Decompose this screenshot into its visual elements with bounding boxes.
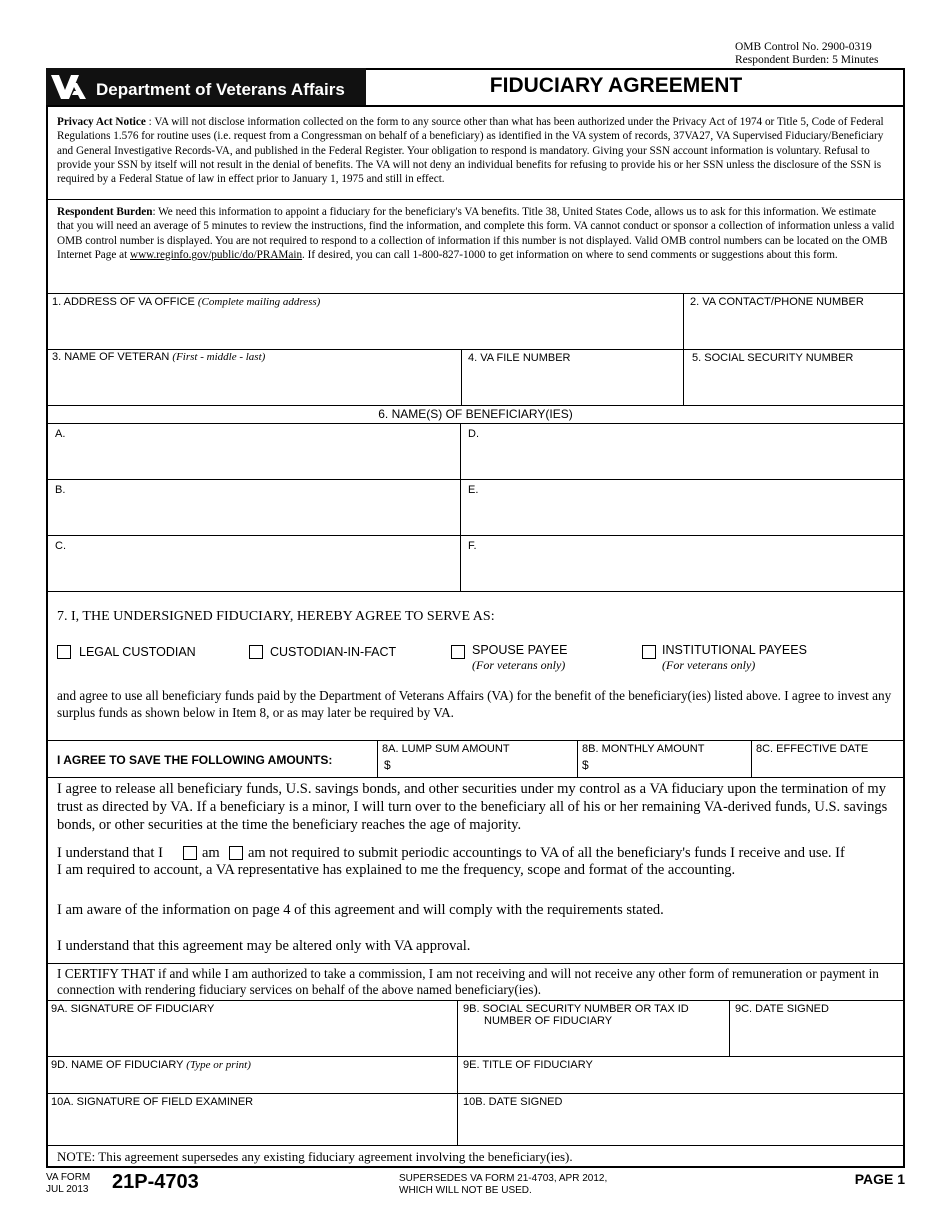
divider (46, 1000, 905, 1001)
va-seal-icon (50, 73, 88, 101)
examiner-date-signed-field[interactable] (462, 1111, 900, 1143)
beneficiary-f-field[interactable] (465, 556, 900, 588)
form-date: JUL 2013 (46, 1184, 89, 1195)
am-checkbox[interactable] (183, 846, 197, 860)
divider (46, 405, 905, 406)
item-8c-label: 8C. EFFECTIVE DATE (756, 743, 869, 755)
divider (46, 740, 905, 741)
item-7-heading: 7. I, THE UNDERSIGNED FIDUCIARY, HEREBY AGREE TO SERVE AS: (57, 609, 495, 624)
item-8-heading: I AGREE TO SAVE THE FOLLOWING AMOUNTS: (57, 753, 333, 767)
field-3-label: 3. NAME OF VETERAN (First - middle - last) (52, 351, 266, 363)
beneficiary-e-field[interactable] (465, 500, 900, 532)
divider (46, 777, 905, 778)
agree-text: and agree to use all beneficiary funds paid by the Department of Veterans Affairs (VA) for the benefit of the beneficiary(ies) listed above. I agree to invest any surplus funds as shown below in Item 8, or as may later be required by VA. (57, 688, 892, 720)
item-8b-label: 8B. MONTHLY AMOUNT (582, 743, 705, 755)
supersedes-block (399, 1173, 607, 1197)
fiduciary-name-field[interactable] (50, 1074, 453, 1092)
divider (46, 423, 905, 424)
ssn-field[interactable] (688, 368, 902, 402)
aware-text: I am aware of the information on page 4 of this agreement and will comply with the requirements stated. (57, 902, 664, 918)
item-9c-label: 9C. DATE SIGNED (735, 1003, 829, 1015)
spouse-payee-checkbox[interactable] (451, 645, 465, 659)
omb-link[interactable]: www.reginfo.gov/public/do/PRAMain (130, 248, 303, 261)
divider (46, 479, 905, 480)
va-contact-phone-field[interactable] (688, 312, 902, 346)
divider (46, 199, 905, 200)
divider (377, 740, 378, 778)
omb-info (735, 41, 878, 67)
divider (46, 105, 905, 107)
field-4-label: 4. VA FILE NUMBER (468, 352, 571, 364)
understand-text-line2: I am required to account, a VA representative has explained to me the frequency, scope and format of the accounting. (57, 862, 736, 878)
fiduciary-title-field[interactable] (462, 1074, 900, 1092)
divider (46, 535, 905, 536)
divider (460, 423, 461, 591)
item-9e-label: 9E. TITLE OF FIDUCIARY (463, 1059, 593, 1071)
lump-sum-amount-field[interactable] (395, 756, 573, 774)
burden-label: Respondent Burden (57, 206, 153, 218)
va-form-label: VA FORM (46, 1172, 91, 1183)
divider (461, 349, 462, 405)
custodian-in-fact-checkbox[interactable] (249, 645, 263, 659)
divider (46, 1056, 905, 1057)
burden-text-after: . If desired, you can call 1-800-827-1000 to get information on where to send comments or suggestions about this form. (302, 248, 838, 261)
lump-sum-dollar: $ (384, 758, 391, 772)
monthly-dollar: $ (582, 758, 589, 772)
legal-custodian-checkbox[interactable] (57, 645, 71, 659)
fiduciary-ssn-tax-id-field[interactable] (462, 1030, 725, 1054)
institutional-payees-note: (For veterans only) (662, 658, 756, 672)
effective-date-field[interactable] (756, 756, 901, 774)
institutional-payees-checkbox[interactable] (642, 645, 656, 659)
beneficiary-b-field[interactable] (50, 500, 455, 532)
certify-text: I CERTIFY THAT if and while I am authorized to take a commission, I am not receiving and will not receive any other form of remuneration or payment in connection with rendering fiduciary services on behalf of the above named beneficiary(ies). (57, 966, 879, 997)
field-1-label: 1. ADDRESS OF VA OFFICE (Complete mailing address) (52, 296, 321, 308)
omb-control-number: OMB Control No. 2900-0319 (735, 41, 872, 53)
privacy-label: Privacy Act Notice (57, 116, 146, 128)
divider (577, 740, 578, 778)
va-file-number-field[interactable] (465, 368, 679, 402)
custodian-in-fact-label: CUSTODIAN-IN-FACT (270, 645, 397, 659)
item-10b-label: 10B. DATE SIGNED (463, 1096, 563, 1108)
beneficiary-c-field[interactable] (50, 556, 455, 588)
page-number: PAGE 1 (854, 1171, 905, 1187)
field-2-label: 2. VA CONTACT/PHONE NUMBER (690, 296, 864, 308)
beneficiary-a-label: A. (55, 428, 66, 440)
privacy-text: : VA will not disclose information collected on the form to any source other than what has been authorized under the Privacy Act of 1974 or Title 5, Code of Federal Regulations 1.576 for routine uses (i.e. request from a Congressman on behalf of a beneficiary) as identified in the VA system of records, 37VA27, VA Supervised Fiduciary/Beneficiary and General Investigative Records-VA, and published in the Federal Register. Your obligation to respond is mandatory. Giving your SSN account information is voluntary. Refusal to provide your SSN by itself will not result in the denial of benefits. The VA will not deny an individual benefits for refusing to provide his or her SSN unless the disclosure of the SSN is required by a Federal Statue of law in effect prior to January 1, 1975 and still in effect. (57, 116, 884, 186)
omb-respondent-burden: Respondent Burden: 5 Minutes (735, 54, 879, 66)
item-10a-label: 10A. SIGNATURE OF FIELD EXAMINER (51, 1096, 254, 1108)
beneficiary-e-label: E. (468, 484, 479, 496)
privacy-act-notice (57, 115, 895, 186)
divider (729, 1000, 730, 1057)
field-6-heading: 6. NAME(S) OF BENEFICIARY(IES) (378, 407, 573, 421)
divider (46, 1093, 905, 1094)
divider (46, 963, 905, 964)
item-9b-label: 9B. SOCIAL SECURITY NUMBER OR TAX ID NUMBER OF FIDUCIARY (463, 1003, 689, 1027)
burden-text: : We need this information to appoint a fiduciary for the beneficiary's VA benefits. Title 38, United States Code, allows us to ask for this information. We estimate that you will need an average of 5 minutes to review the instructions, find the information, and complete this form. VA cannot conduct or sponsor a collection of information unless a valid OMB control number is displayed. You are not required to respond to a collection of information if this number is not displayed. Valid OMB control numbers can be located on the OMB Internet Page at (57, 206, 895, 261)
beneficiary-b-label: B. (55, 484, 66, 496)
release-terms-text: I agree to release all beneficiary funds, U.S. savings bonds, and other securities under my control as a VA fiduciary upon the termination of my trust as directed by VA. If a beneficiary is a minor, I will turn over to the beneficiary all of his or her remaining VA-derived funds, U.S. savings bonds, or other securities at the time the beneficiary reaches the age of majority. (57, 781, 888, 833)
field-5-label: 5. SOCIAL SECURITY NUMBER (692, 352, 854, 364)
divider (46, 591, 905, 592)
supersedes-line2: WHICH WILL NOT BE USED. (399, 1185, 532, 1196)
monthly-amount-field[interactable] (594, 756, 747, 774)
spouse-payee-note: (For veterans only) (472, 658, 566, 672)
fiduciary-signature-field[interactable] (50, 1018, 453, 1054)
beneficiary-c-label: C. (55, 540, 66, 552)
divider (457, 1000, 458, 1146)
supersedes-line1: SUPERSEDES VA FORM 21-4703, APR 2012, (399, 1173, 608, 1184)
divider (46, 349, 905, 350)
form-id-block (46, 1172, 90, 1196)
altered-text: I understand that this agreement may be altered only with VA approval. (57, 938, 471, 954)
form-title: FIDUCIARY AGREEMENT (489, 74, 743, 97)
fiduciary-date-signed-field[interactable] (734, 1018, 900, 1054)
am-label: am (202, 845, 220, 861)
legal-custodian-label: LEGAL CUSTODIAN (79, 645, 196, 659)
beneficiary-d-field[interactable] (465, 444, 900, 476)
form-number: 21P-4703 (112, 1171, 199, 1193)
supersede-note: NOTE: This agreement supersedes any existing fiduciary agreement involving the beneficiary(ies). (57, 1149, 573, 1164)
divider (46, 1145, 905, 1146)
am-not-label: am not required to submit periodic accountings to VA of all the beneficiary's funds I receive and use. If (248, 845, 845, 861)
divider (46, 293, 905, 294)
beneficiary-a-field[interactable] (50, 444, 455, 476)
understand-text-start: I understand that I (57, 845, 163, 861)
am-not-checkbox[interactable] (229, 846, 243, 860)
divider (751, 740, 752, 778)
field-examiner-signature-field[interactable] (50, 1111, 453, 1143)
item-9a-label: 9A. SIGNATURE OF FIDUCIARY (51, 1003, 215, 1015)
va-office-address-field[interactable] (50, 312, 680, 346)
veteran-name-field[interactable] (50, 368, 455, 402)
department-name: Department of Veterans Affairs (96, 80, 345, 99)
respondent-burden-notice (57, 205, 895, 262)
item-9d-label: 9D. NAME OF FIDUCIARY (Type or print) (51, 1059, 251, 1071)
item-8a-label: 8A. LUMP SUM AMOUNT (382, 743, 510, 755)
institutional-payees-label: INSTITUTIONAL PAYEES (662, 643, 807, 657)
beneficiary-f-label: F. (468, 540, 477, 552)
spouse-payee-label: SPOUSE PAYEE (472, 643, 568, 657)
beneficiary-d-label: D. (468, 428, 479, 440)
